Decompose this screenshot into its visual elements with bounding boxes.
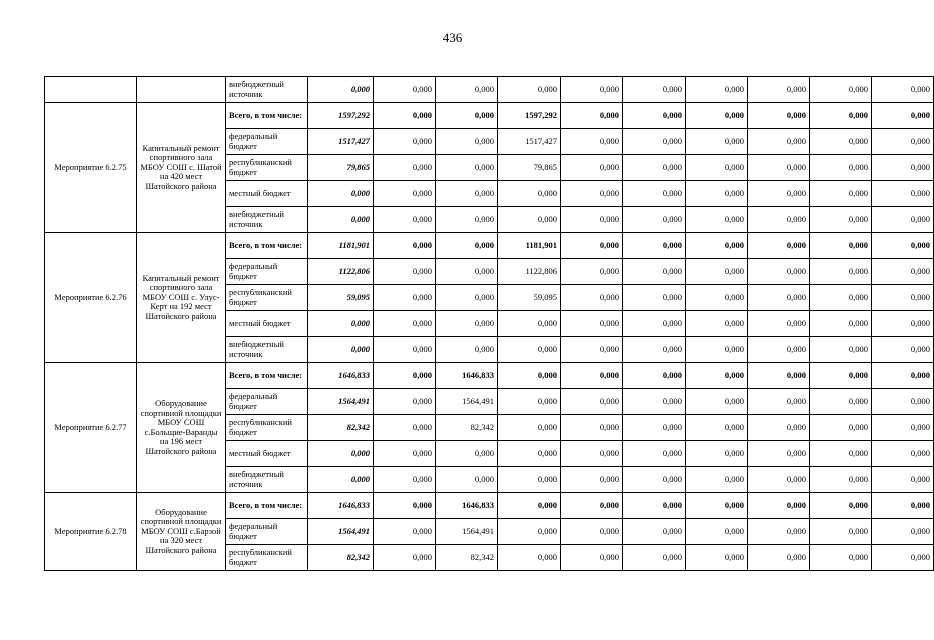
value-cell: 0,000 — [498, 545, 561, 571]
value-cell: 1517,427 — [498, 129, 561, 155]
value-cell: 1646,833 — [436, 493, 498, 519]
value-cell: 0,000 — [748, 337, 810, 363]
value-cell: 0,000 — [872, 337, 934, 363]
value-cell: 0,000 — [686, 155, 748, 181]
total-value-cell: 0,000 — [308, 311, 374, 337]
value-cell: 0,000 — [810, 363, 872, 389]
value-cell: 0,000 — [374, 493, 436, 519]
total-value-cell: 1597,292 — [308, 103, 374, 129]
funding-source-cell: республиканский бюджет — [226, 285, 308, 311]
total-value-cell: 0,000 — [308, 207, 374, 233]
value-cell: 0,000 — [623, 519, 686, 545]
value-cell: 0,000 — [686, 519, 748, 545]
budget-table — [44, 76, 934, 571]
value-cell: 0,000 — [748, 285, 810, 311]
value-cell: 0,000 — [374, 207, 436, 233]
value-cell: 0,000 — [561, 77, 623, 103]
total-value-cell: 0,000 — [308, 77, 374, 103]
value-cell: 0,000 — [436, 337, 498, 363]
total-value-cell: 1181,901 — [308, 233, 374, 259]
table-row — [45, 103, 934, 129]
value-cell: 0,000 — [686, 493, 748, 519]
value-cell: 0,000 — [686, 415, 748, 441]
value-cell: 0,000 — [686, 467, 748, 493]
value-cell: 0,000 — [810, 337, 872, 363]
funding-source-cell: федеральный бюджет — [226, 519, 308, 545]
funding-source-cell: внебюджетный источник — [226, 467, 308, 493]
value-cell: 0,000 — [374, 285, 436, 311]
value-cell: 0,000 — [561, 389, 623, 415]
total-value-cell: 1646,833 — [308, 363, 374, 389]
funding-source-cell: местный бюджет — [226, 181, 308, 207]
funding-source-cell: местный бюджет — [226, 311, 308, 337]
funding-source-cell: федеральный бюджет — [226, 389, 308, 415]
value-cell: 0,000 — [748, 259, 810, 285]
value-cell: 0,000 — [374, 363, 436, 389]
value-cell: 0,000 — [748, 181, 810, 207]
value-cell: 0,000 — [374, 519, 436, 545]
value-cell: 0,000 — [872, 233, 934, 259]
total-value-cell: 1517,427 — [308, 129, 374, 155]
value-cell: 0,000 — [810, 545, 872, 571]
value-cell: 0,000 — [810, 519, 872, 545]
value-cell: 0,000 — [623, 545, 686, 571]
value-cell: 0,000 — [561, 363, 623, 389]
event-id-cell: Мероприятие 6.2.77 — [45, 363, 137, 493]
value-cell: 0,000 — [561, 259, 623, 285]
funding-source-cell: республиканский бюджет — [226, 155, 308, 181]
value-cell: 0,000 — [374, 77, 436, 103]
value-cell: 0,000 — [498, 415, 561, 441]
funding-source-cell: местный бюджет — [226, 441, 308, 467]
total-value-cell: 1646,833 — [308, 493, 374, 519]
value-cell: 0,000 — [748, 493, 810, 519]
value-cell: 0,000 — [623, 441, 686, 467]
value-cell: 0,000 — [748, 415, 810, 441]
value-cell: 0,000 — [872, 155, 934, 181]
value-cell: 0,000 — [872, 311, 934, 337]
value-cell: 0,000 — [872, 181, 934, 207]
value-cell: 0,000 — [623, 415, 686, 441]
funding-source-cell: федеральный бюджет — [226, 259, 308, 285]
value-cell: 0,000 — [748, 129, 810, 155]
value-cell: 0,000 — [498, 389, 561, 415]
value-cell: 0,000 — [810, 103, 872, 129]
value-cell: 0,000 — [498, 441, 561, 467]
table-row — [45, 233, 934, 259]
value-cell: 0,000 — [810, 389, 872, 415]
value-cell: 0,000 — [498, 337, 561, 363]
value-cell: 0,000 — [872, 129, 934, 155]
funding-source-cell: Всего, в том числе: — [226, 103, 308, 129]
event-name-cell: Оборудование спортивной площадки МБОУ СОШ с.Барзой на 320 мест Шатойского района — [137, 493, 226, 571]
total-value-cell: 0,000 — [308, 441, 374, 467]
value-cell: 0,000 — [623, 389, 686, 415]
value-cell: 0,000 — [561, 207, 623, 233]
value-cell: 0,000 — [748, 103, 810, 129]
value-cell: 0,000 — [748, 311, 810, 337]
value-cell: 0,000 — [561, 545, 623, 571]
event-name-cell: Оборудование спортивной площадки МБОУ СОШ с.Больщие-Варанды на 196 мест Шатойского района — [137, 363, 226, 493]
value-cell: 0,000 — [872, 285, 934, 311]
value-cell: 0,000 — [374, 337, 436, 363]
value-cell: 0,000 — [686, 77, 748, 103]
value-cell: 0,000 — [561, 311, 623, 337]
value-cell: 0,000 — [561, 337, 623, 363]
value-cell: 0,000 — [872, 389, 934, 415]
value-cell: 0,000 — [374, 129, 436, 155]
value-cell: 0,000 — [374, 415, 436, 441]
value-cell: 0,000 — [623, 285, 686, 311]
value-cell: 0,000 — [498, 181, 561, 207]
total-value-cell: 82,342 — [308, 415, 374, 441]
value-cell: 0,000 — [872, 545, 934, 571]
value-cell: 0,000 — [561, 441, 623, 467]
value-cell: 0,000 — [561, 129, 623, 155]
value-cell: 0,000 — [436, 467, 498, 493]
value-cell: 0,000 — [810, 155, 872, 181]
value-cell: 0,000 — [623, 363, 686, 389]
value-cell: 0,000 — [748, 389, 810, 415]
value-cell: 1597,292 — [498, 103, 561, 129]
value-cell: 0,000 — [810, 181, 872, 207]
value-cell: 0,000 — [810, 285, 872, 311]
funding-source-cell: республиканский бюджет — [226, 415, 308, 441]
event-id-cell: Мероприятие 6.2.76 — [45, 233, 137, 363]
value-cell: 0,000 — [623, 233, 686, 259]
value-cell: 0,000 — [748, 441, 810, 467]
value-cell: 0,000 — [810, 415, 872, 441]
value-cell: 0,000 — [374, 233, 436, 259]
value-cell: 0,000 — [686, 285, 748, 311]
table-row — [45, 493, 934, 519]
value-cell: 0,000 — [810, 493, 872, 519]
event-name-cell — [137, 77, 226, 103]
value-cell: 0,000 — [872, 103, 934, 129]
funding-source-cell: внебюджетный источник — [226, 337, 308, 363]
value-cell: 0,000 — [374, 311, 436, 337]
value-cell: 0,000 — [686, 181, 748, 207]
total-value-cell: 59,095 — [308, 285, 374, 311]
total-value-cell: 0,000 — [308, 467, 374, 493]
value-cell: 0,000 — [498, 467, 561, 493]
value-cell: 82,342 — [436, 545, 498, 571]
value-cell: 0,000 — [374, 467, 436, 493]
value-cell: 0,000 — [748, 155, 810, 181]
value-cell: 0,000 — [561, 285, 623, 311]
value-cell: 0,000 — [810, 467, 872, 493]
value-cell: 0,000 — [810, 441, 872, 467]
funding-source-cell: федеральный бюджет — [226, 129, 308, 155]
total-value-cell: 0,000 — [308, 181, 374, 207]
value-cell: 0,000 — [374, 389, 436, 415]
value-cell: 0,000 — [561, 103, 623, 129]
total-value-cell: 1122,806 — [308, 259, 374, 285]
value-cell: 1181,901 — [498, 233, 561, 259]
value-cell: 0,000 — [686, 259, 748, 285]
value-cell: 0,000 — [872, 259, 934, 285]
funding-source-cell: Всего, в том числе: — [226, 493, 308, 519]
funding-source-cell: Всего, в том числе: — [226, 233, 308, 259]
value-cell: 0,000 — [748, 519, 810, 545]
value-cell: 0,000 — [810, 77, 872, 103]
value-cell: 0,000 — [436, 259, 498, 285]
value-cell: 0,000 — [436, 311, 498, 337]
value-cell: 0,000 — [872, 77, 934, 103]
value-cell: 0,000 — [686, 129, 748, 155]
event-id-cell: Мероприятие 6.2.78 — [45, 493, 137, 571]
value-cell: 0,000 — [623, 129, 686, 155]
value-cell: 59,095 — [498, 285, 561, 311]
value-cell: 0,000 — [872, 519, 934, 545]
value-cell: 0,000 — [374, 545, 436, 571]
event-name-cell: Капитальный ремонт спортивного зала МБОУ СОШ с. Улус-Керт на 192 мест Шатойского района — [137, 233, 226, 363]
value-cell: 0,000 — [561, 233, 623, 259]
value-cell: 0,000 — [561, 519, 623, 545]
page-number: 436 — [442, 30, 463, 45]
value-cell: 0,000 — [374, 181, 436, 207]
value-cell: 82,342 — [436, 415, 498, 441]
value-cell: 0,000 — [810, 129, 872, 155]
value-cell: 1564,491 — [436, 389, 498, 415]
funding-source-cell: Всего, в том числе: — [226, 363, 308, 389]
value-cell: 0,000 — [436, 181, 498, 207]
total-value-cell: 1564,491 — [308, 519, 374, 545]
value-cell: 0,000 — [748, 77, 810, 103]
value-cell: 0,000 — [498, 77, 561, 103]
value-cell: 0,000 — [748, 467, 810, 493]
value-cell: 0,000 — [872, 441, 934, 467]
value-cell: 0,000 — [498, 493, 561, 519]
value-cell: 0,000 — [872, 415, 934, 441]
value-cell: 0,000 — [686, 311, 748, 337]
value-cell: 0,000 — [748, 363, 810, 389]
value-cell: 0,000 — [872, 493, 934, 519]
value-cell: 0,000 — [374, 259, 436, 285]
value-cell: 0,000 — [436, 233, 498, 259]
value-cell: 0,000 — [748, 233, 810, 259]
value-cell: 0,000 — [686, 103, 748, 129]
value-cell: 0,000 — [872, 363, 934, 389]
value-cell: 0,000 — [748, 207, 810, 233]
value-cell: 0,000 — [436, 129, 498, 155]
value-cell: 0,000 — [623, 103, 686, 129]
value-cell: 0,000 — [623, 77, 686, 103]
value-cell: 0,000 — [436, 103, 498, 129]
value-cell: 0,000 — [374, 155, 436, 181]
table-row — [45, 363, 934, 389]
budget-table-body — [45, 77, 934, 571]
value-cell: 0,000 — [748, 545, 810, 571]
funding-source-cell: внебюджетный источник — [226, 207, 308, 233]
total-value-cell: 0,000 — [308, 337, 374, 363]
funding-source-cell: внебюджетный источник — [226, 77, 308, 103]
value-cell: 0,000 — [623, 155, 686, 181]
value-cell: 0,000 — [810, 259, 872, 285]
value-cell: 0,000 — [498, 519, 561, 545]
event-id-cell — [45, 77, 137, 103]
value-cell: 0,000 — [872, 467, 934, 493]
value-cell: 0,000 — [810, 233, 872, 259]
value-cell: 0,000 — [436, 77, 498, 103]
value-cell: 1564,491 — [436, 519, 498, 545]
value-cell: 0,000 — [686, 233, 748, 259]
value-cell: 0,000 — [686, 389, 748, 415]
event-name-cell: Капитальный ремонт спортивного зала МБОУ СОШ с. Шатой на 420 мест Шатойского района — [137, 103, 226, 233]
value-cell: 79,865 — [498, 155, 561, 181]
value-cell: 0,000 — [872, 207, 934, 233]
value-cell: 0,000 — [810, 207, 872, 233]
value-cell: 0,000 — [686, 441, 748, 467]
value-cell: 0,000 — [686, 545, 748, 571]
value-cell: 0,000 — [561, 415, 623, 441]
value-cell: 0,000 — [561, 155, 623, 181]
value-cell: 0,000 — [374, 103, 436, 129]
value-cell: 1122,806 — [498, 259, 561, 285]
value-cell: 0,000 — [436, 441, 498, 467]
value-cell: 0,000 — [623, 467, 686, 493]
value-cell: 0,000 — [436, 285, 498, 311]
value-cell: 0,000 — [498, 207, 561, 233]
total-value-cell: 1564,491 — [308, 389, 374, 415]
funding-source-cell: республиканский бюджет — [226, 545, 308, 571]
value-cell: 0,000 — [623, 259, 686, 285]
value-cell: 0,000 — [810, 311, 872, 337]
value-cell: 0,000 — [623, 337, 686, 363]
value-cell: 0,000 — [498, 363, 561, 389]
value-cell: 0,000 — [374, 441, 436, 467]
value-cell: 0,000 — [686, 207, 748, 233]
value-cell: 0,000 — [623, 207, 686, 233]
value-cell: 0,000 — [686, 337, 748, 363]
value-cell: 0,000 — [436, 155, 498, 181]
value-cell: 0,000 — [686, 363, 748, 389]
value-cell: 0,000 — [623, 311, 686, 337]
value-cell: 0,000 — [498, 311, 561, 337]
value-cell: 0,000 — [623, 181, 686, 207]
total-value-cell: 82,342 — [308, 545, 374, 571]
value-cell: 0,000 — [623, 493, 686, 519]
value-cell: 0,000 — [561, 467, 623, 493]
event-id-cell: Мероприятие 6.2.75 — [45, 103, 137, 233]
value-cell: 0,000 — [436, 207, 498, 233]
total-value-cell: 79,865 — [308, 155, 374, 181]
table-row — [45, 77, 934, 103]
value-cell: 1646,833 — [436, 363, 498, 389]
value-cell: 0,000 — [561, 493, 623, 519]
value-cell: 0,000 — [561, 181, 623, 207]
